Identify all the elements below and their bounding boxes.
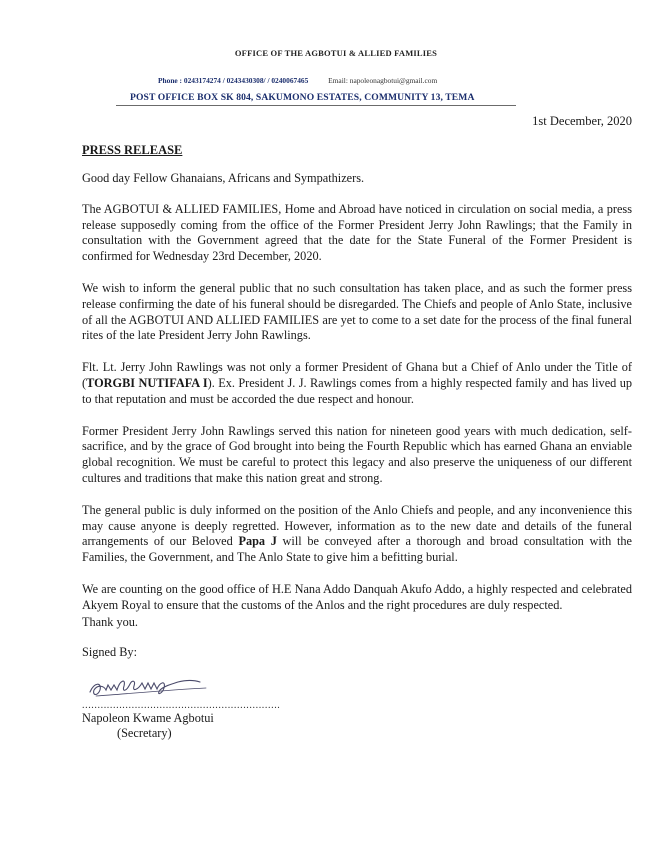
paragraph-5: [82, 503, 632, 566]
letterhead-address: POST OFFICE BOX SK 804, SAKUMONO ESTATES, COMMUNITY 13, TEMA: [130, 92, 475, 103]
paragraph-3: [82, 360, 632, 407]
paragraph-3-text-a: Flt. Lt. Jerry John Rawlings was not only a former President of Ghana but a Chief of Anlo under the Title of (: [82, 360, 632, 390]
greeting: Good day Fellow Ghanaians, Africans and Sympathizers.: [82, 171, 365, 185]
document-date: 1st December, 2020: [532, 114, 632, 128]
phone-numbers: 0243174274 / 0243430308/ / 0240067465: [183, 76, 309, 85]
letterhead-contacts: [158, 76, 437, 85]
signature-line: ................................................................: [82, 700, 281, 711]
letterhead-office: OFFICE OF THE AGBOTUI & ALLIED FAMILIES: [234, 48, 438, 58]
email-label: Email:: [328, 76, 348, 85]
papa-j: Papa J: [238, 534, 277, 549]
signatory-name: Napoleon Kwame Agbotui: [82, 711, 214, 725]
signature-image: [86, 668, 236, 702]
signed-by-label: Signed By:: [82, 645, 137, 659]
signatory-role: (Secretary): [117, 726, 172, 740]
phone-label: Phone :: [158, 76, 183, 85]
paragraph-5-text-b: will be conveyed after a thorough and broad consultation with the Families, the Government, and The Anlo State to give him a befitting burial.: [82, 534, 632, 565]
paragraph-5-text-a: The general public is duly informed on the position of the Anlo Chiefs and people, and any inconvenience this may cause anyone is deeply regretted. However, information as to the new date and details of the funeral arrangements of our Beloved: [82, 502, 632, 549]
paragraph-2: We wish to inform the general public that no such consultation has taken place, and as such the former press release confirming the date of his funeral should be disregarded. The Chiefs and people of Anlo State, inclusive of all the AGBOTUI AND ALLIED FAMILIES are yet to come to a set date for the process of the final funeral rites of the late President Jerry John Rawlings.: [82, 280, 632, 343]
letterhead-divider: [116, 105, 516, 106]
email-address: napoleonagbotui@gmail.com: [349, 76, 438, 85]
paragraph-6: We are counting on the good office of H.E Nana Addo Danquah Akufo Addo, a highly respected and celebrated Akyem Royal to ensure that the customs of the Anlos and the right procedures are duly respected.: [82, 581, 632, 612]
document-body: [82, 171, 632, 630]
thank-you: Thank you.: [82, 615, 139, 629]
chief-title: TORGBI NUTIFAFA I: [86, 375, 208, 390]
paragraph-1: The AGBOTUI & ALLIED FAMILIES, Home and Abroad have noticed in circulation on social media, a press release supposedly coming from the office of the Former President Jerry John Rawlings; that the Family in consultation with the Government agreed that the date for the State Funeral of the Former President is confirmed for Wednesday 23rd December, 2020.: [82, 201, 632, 264]
paragraph-4: Former President Jerry John Rawlings served this nation for nineteen good years with much dedication, self-sacrifice, and by the grace of God brought into being the Fourth Republic which has earned Ghana an enviable global recognition. We must be careful to protect this legacy and also preserve the uniqueness of our different cultures and traditions that make this nation great and strong.: [82, 423, 632, 485]
document-title: PRESS RELEASE: [82, 143, 183, 157]
paragraph-3-text-b: ). Ex. President J. J. Rawlings comes from a highly respected family and has lived up to that reputation and must be accorded the due respect and honour.: [82, 375, 632, 406]
